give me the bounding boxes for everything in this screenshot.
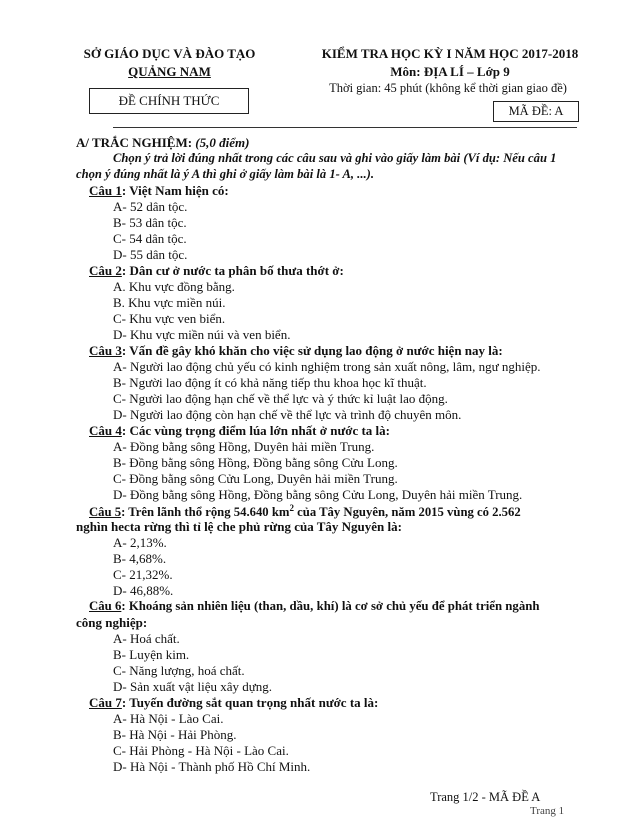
question-number: Câu 2 [89,263,122,278]
option: A- Hà Nội - Lào Cai. [113,711,224,726]
question-text: : Dân cư ở nước ta phân bố thưa thớt ở: [121,263,344,278]
page-footer-code: Trang 1/2 - MÃ ĐỀ A [430,790,541,804]
option: B- 4,68%. [113,551,167,566]
question-text: : Việt Nam hiện có: [121,183,229,198]
official-label: ĐỀ CHÍNH THỨC [118,93,220,108]
page-stamp: Trang 1 [530,805,565,817]
question-2 [89,263,344,279]
option: A. Khu vực đồng bằng. [113,279,235,294]
option: A- Đồng bằng sông Hồng, Duyên hải miền Trung. [113,439,375,454]
official-stamp-box [89,88,249,114]
time-note: Thời gian: 45 phút (không kể thời gian giao đề) [329,81,567,95]
question-text-cont: của Tây Nguyên, năm 2015 vùng có 2.562 [293,505,521,520]
option: C- Đồng bằng sông Cửu Long, Duyên hải miền Trung. [113,471,398,486]
question-number: Câu 6 [89,599,122,613]
question-5 [89,503,521,520]
question-number: Câu 4 [89,423,122,438]
question-text: : Khoáng sản nhiên liệu (than, dầu, khí) là cơ sở chủ yếu để phát triển ngành [121,599,540,613]
question-number: Câu 5 [89,505,122,520]
question-text: : Tuyến đường sắt quan trọng nhất nước ta là: [121,695,379,710]
option: D- Sản xuất vật liệu xây dựng. [113,679,273,694]
option: C- Hải Phòng - Hà Nội - Lào Cai. [113,743,289,758]
option: D- 46,88%. [113,583,174,598]
question-5-line-2: nghìn hecta rừng thì tỉ lệ che phủ rừng của Tây Nguyên là: [76,519,402,534]
option: B- Đồng bằng sông Hồng, Đồng bằng sông Cửu Long. [113,455,398,470]
province-name: QUẢNG NAM [128,64,211,79]
department-name: SỞ GIÁO DỤC VÀ ĐÀO TẠO [83,46,256,61]
option: D- Hà Nội - Thành phố Hồ Chí Minh. [113,759,311,774]
option: C- Người lao động hạn chế về thể lực và ý thức kỉ luật lao động. [113,391,448,406]
exam-title: KIỂM TRA HỌC KỲ I NĂM HỌC 2017-2018 [321,46,579,61]
option: D- Người lao động còn hạn chế về thể lực và trình độ chuyên môn. [113,407,462,422]
option: C- 21,32%. [113,567,173,582]
question-number: Câu 1 [89,183,122,198]
option: A- 2,13%. [113,535,167,550]
option: B- Người lao động ít có khả năng tiếp thu khoa học kĩ thuật. [113,375,427,390]
instruction-line-2: chọn ý đúng nhất là ý A thì ghi ở giấy làm bài là 1- A, ...). [76,167,374,181]
superscript: 2 [289,503,294,513]
option: A- 52 dân tộc. [113,199,188,214]
exam-code: MÃ ĐỀ: A [508,104,564,118]
section-heading [76,135,249,151]
question-number: Câu 3 [89,343,122,358]
question-text: : Trên lãnh thổ rộng 54.640 km [121,505,290,520]
option: D- 55 dân tộc. [113,247,188,262]
option: B- Hà Nội - Hải Phòng. [113,727,237,742]
question-number: Câu 7 [89,695,122,710]
option: C- 54 dân tộc. [113,231,187,246]
question-7 [89,695,378,711]
header-divider [113,127,577,128]
exam-code-box [493,101,579,122]
question-3 [89,343,503,359]
option: B- Luyện kim. [113,647,190,662]
question-1 [89,183,229,199]
question-text: : Vấn đề gây khó khăn cho việc sử dụng lao động ở nước hiện nay là: [121,343,503,358]
option: D- Đồng bằng sông Hồng, Đồng bằng sông Cửu Long, Duyên hải miền Trung. [113,487,523,502]
option: D- Khu vực miền núi và ven biển. [113,327,291,342]
section-title: A/ TRẮC NGHIỆM: [76,135,193,150]
option: A- Người lao động chủ yếu có kinh nghiệm trong sản xuất nông, lâm, ngư nghiệp. [113,359,541,374]
question-6-line-2: công nghiệp: [76,615,148,630]
option: B- 53 dân tộc. [113,215,187,230]
section-points: (5,0 điểm) [195,135,250,150]
option: A- Hoá chất. [113,631,180,646]
option: C- Khu vực ven biển. [113,311,226,326]
option: C- Năng lượng, hoá chất. [113,663,245,678]
instruction-line-1: Chọn ý trả lời đúng nhất trong các câu sau và ghi vào giấy làm bài (Ví dụ: Nếu câu 1 [113,151,557,165]
question-text: : Các vùng trọng điểm lúa lớn nhất ở nước ta là: [121,423,390,438]
question-6 [89,599,539,614]
option: B. Khu vực miền núi. [113,295,226,310]
subject-line: Môn: ĐỊA LÍ – Lớp 9 [390,64,510,79]
question-4 [89,423,390,439]
